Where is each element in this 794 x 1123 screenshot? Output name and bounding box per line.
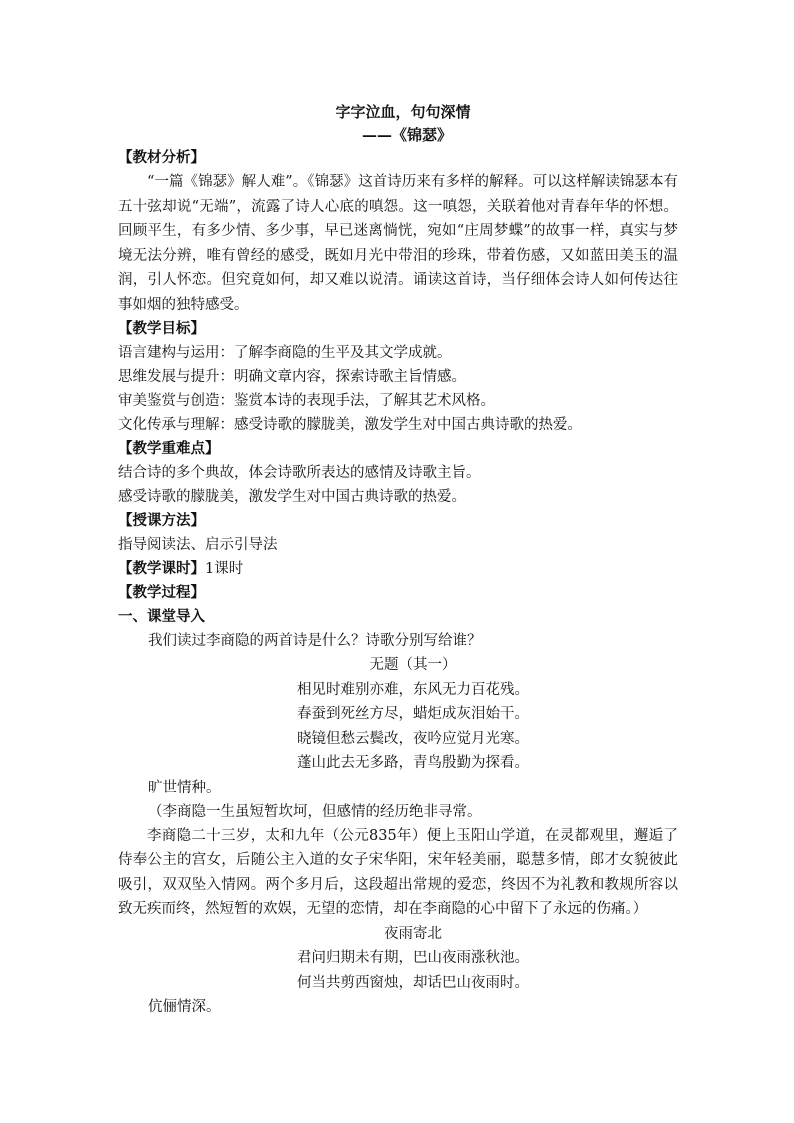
goals-heading: 【教学目标】 bbox=[118, 320, 205, 337]
poem1-line: 春蚕到死丝方尽，蜡炬成灰泪始干。 bbox=[297, 706, 529, 722]
hours-heading: 【教学课时】 bbox=[118, 560, 205, 577]
document-subtitle: ——《锦瑟》 bbox=[361, 126, 452, 144]
poem1-title: 无题（其一） bbox=[369, 657, 457, 673]
poem2-line: 何当共剪西窗烛，却话巴山夜雨时。 bbox=[297, 974, 529, 991]
poem1-line: 晓镜但愁云鬓改，夜吟应觉月光寒。 bbox=[297, 730, 529, 747]
poem2-line: 君问归期未有期，巴山夜雨涨秋池。 bbox=[297, 950, 529, 966]
hours-text: 1课时 bbox=[205, 561, 244, 577]
poem2-title: 夜雨寄北 bbox=[384, 925, 442, 942]
goal-item: 文化传承与理解：感受诗歌的朦胧美，激发学生对中国古典诗歌的热爱。 bbox=[118, 417, 582, 433]
note-line: （李商隐一生虽短暂坎坷，但感情的经历绝非寻常。 bbox=[148, 803, 482, 820]
analysis-paragraph: “一篇《锦瑟》解人难”。《锦瑟》这首诗历来有多样的解释。可以这样解读锦瑟本有五十弦却说“无端”，流露了诗人心底的嗔怨。这一嗔怨，关联着他对青春年华的怀想。回顾平生，有多少情、多少事，早已迷离惝恍，宛如“庄周梦蝶”的故事一样，真实与梦境无法分辨，唯有曾经的感受，既如月光中带泪的珍珠，带着伤感，又如蓝田美玉的温润，引人怀恋。但究竟如何，却又难以说清。诵读这首诗，当仔细体会诗人如何传达往事如烟的独特感受。 bbox=[118, 174, 678, 313]
goal-item: 审美鉴赏与创造：鉴赏本诗的表现手法，了解其艺术风格。 bbox=[118, 393, 495, 409]
hours-row bbox=[118, 557, 678, 581]
goal-item: 思维发展与提升：明确文章内容，探索诗歌主旨情感。 bbox=[118, 369, 466, 385]
note-line: 旷世情种。 bbox=[148, 779, 221, 796]
part1-heading: 一、课堂导入 bbox=[118, 608, 205, 625]
poem1-line: 蓬山此去无多路，青鸟殷勤为探看。 bbox=[297, 755, 529, 771]
goal-item: 语言建构与运用：了解李商隐的生平及其文学成就。 bbox=[118, 345, 452, 361]
method-heading: 【授课方法】 bbox=[118, 512, 205, 529]
method-text: 指导阅读法、启示引导法 bbox=[118, 537, 278, 553]
analysis-heading: 【教材分析】 bbox=[118, 149, 205, 166]
process-heading: 【教学过程】 bbox=[118, 584, 205, 601]
story-paragraph: 李商隐二十三岁，太和九年（公元835年）便上玉阳山学道，在灵都观里，邂逅了侍奉公主的宫女，后随公主入道的女子宋华阳，宋年轻美丽，聪慧多情，郎才女貌彼此吸引，双双坠入情网。两个多月后，这段超出常规的爱恋，终因不为礼教和教规所容以致无疾而终，然短暂的欢娱，无望的恋情，却在李商隐的心中留下了永远的伤痛。） bbox=[118, 827, 678, 917]
key-points-heading: 【教学重难点】 bbox=[118, 440, 220, 457]
note-line: 伉俪情深。 bbox=[148, 999, 221, 1015]
key-point-item: 结合诗的多个典故，体会诗歌所表达的感情及诗歌主旨。 bbox=[118, 465, 481, 481]
document-page bbox=[118, 100, 678, 1019]
document-title: 字字泣血，句句深情 bbox=[335, 103, 471, 121]
key-point-item: 感受诗歌的朦胧美，激发学生对中国古典诗歌的热爱。 bbox=[118, 489, 466, 505]
intro-question: 我们读过李商隐的两首诗是什么？诗歌分别写给谁？ bbox=[148, 633, 482, 649]
poem1-line: 相见时难别亦难，东风无力百花残。 bbox=[297, 681, 529, 698]
